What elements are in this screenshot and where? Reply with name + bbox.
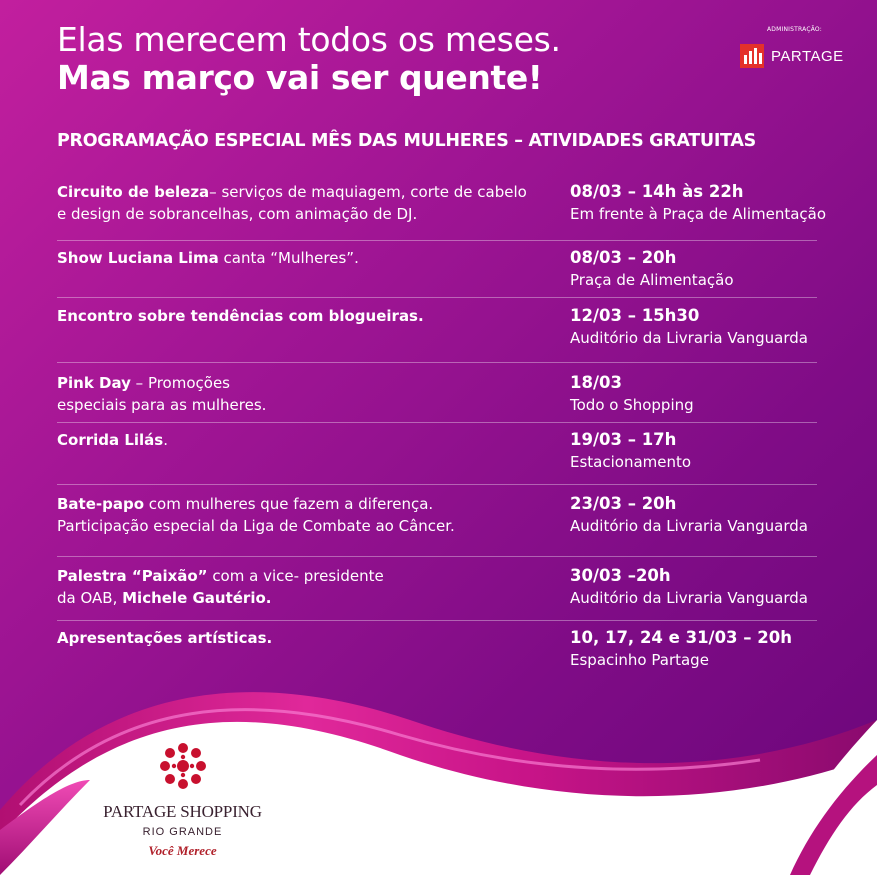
event-title: Show Luciana Lima	[57, 249, 219, 267]
shop-logo	[95, 738, 270, 859]
divider	[57, 362, 817, 363]
event-date: 08/03 – 14h às 22h	[570, 182, 744, 201]
event-description	[57, 372, 547, 416]
event-place: Todo o Shopping	[570, 396, 694, 414]
event-date: 08/03 – 20h	[570, 248, 677, 267]
event-title: Bate-papo	[57, 495, 145, 513]
event-desc-text: com mulheres que fazem a diferença.	[144, 495, 434, 513]
partage-brand-name: PARTAGE	[771, 47, 844, 65]
shop-city: RIO GRANDE	[142, 826, 223, 838]
event-desc-line2: Participação especial da Liga de Combate ao Câncer.	[57, 517, 455, 535]
event-when	[570, 565, 820, 609]
event-when	[570, 305, 820, 349]
event-desc-text: canta “Mulheres”.	[218, 249, 359, 267]
event-title: Apresentações artísticas.	[57, 629, 273, 647]
event-desc-line2: da OAB,	[57, 589, 123, 607]
divider	[57, 240, 817, 241]
event-when	[570, 493, 820, 537]
event-description	[57, 493, 547, 537]
event-desc-text: – Promoções	[130, 374, 230, 392]
event-place: Praça de Alimentação	[570, 271, 734, 289]
event-date: 30/03 –20h	[570, 566, 671, 585]
event-title: Circuito de beleza	[57, 183, 210, 201]
event-when	[570, 181, 827, 225]
divider	[57, 484, 817, 485]
event-date: 19/03 – 17h	[570, 430, 677, 449]
event-place: Em frente à Praça de Alimentação	[570, 205, 827, 223]
event-when	[570, 247, 820, 291]
event-title: Corrida Lilás	[57, 431, 164, 449]
event-desc-line2: e design de sobrancelhas, com animação de DJ.	[57, 205, 418, 223]
event-description	[57, 181, 547, 225]
event-title: Pink Day	[57, 374, 131, 392]
shop-name: PARTAGE SHOPPING	[103, 802, 262, 821]
divider	[57, 422, 817, 423]
event-desc-text: – serviços de maquiagem, corte de cabelo	[209, 183, 527, 201]
shop-slogan: Você Merece	[148, 843, 217, 858]
admin-label: ADMINISTRAÇÃO:	[767, 26, 822, 33]
event-speaker-name: Michele Gautério.	[122, 589, 272, 607]
event-place: Estacionamento	[570, 453, 692, 471]
headline-line-1: Elas merecem todos os meses.	[57, 20, 561, 59]
partage-logo-icon	[740, 44, 764, 68]
event-description	[57, 627, 547, 649]
event-date: 18/03	[570, 373, 622, 392]
flower-logo-icon	[155, 738, 211, 794]
section-title: PROGRAMAÇÃO ESPECIAL MÊS DAS MULHERES – ATIVIDADES GRATUITAS	[57, 131, 756, 151]
event-desc-text: com a vice- presidente	[207, 567, 384, 585]
event-when	[570, 372, 820, 416]
divider	[57, 620, 817, 621]
event-desc-line2: especiais para as mulheres.	[57, 396, 267, 414]
event-description	[57, 305, 547, 327]
event-place: Espacinho Partage	[570, 651, 709, 669]
divider	[57, 556, 817, 557]
event-title: Encontro sobre tendências com blogueiras.	[57, 307, 424, 325]
event-place: Auditório da Livraria Vanguarda	[570, 329, 808, 347]
event-place: Auditório da Livraria Vanguarda	[570, 517, 808, 535]
event-description	[57, 429, 547, 451]
event-place: Auditório da Livraria Vanguarda	[570, 589, 808, 607]
partage-logo	[740, 44, 844, 68]
event-date: 12/03 – 15h30	[570, 306, 700, 325]
divider	[57, 297, 817, 298]
event-desc-text: .	[163, 431, 169, 449]
event-date: 10, 17, 24 e 31/03 – 20h	[570, 628, 792, 647]
headline-line-2: Mas março vai ser quente!	[57, 58, 543, 97]
event-description	[57, 247, 547, 269]
event-title: Palestra “Paixão”	[57, 567, 208, 585]
event-date: 23/03 – 20h	[570, 494, 677, 513]
event-description	[57, 565, 547, 609]
event-when	[570, 429, 820, 473]
